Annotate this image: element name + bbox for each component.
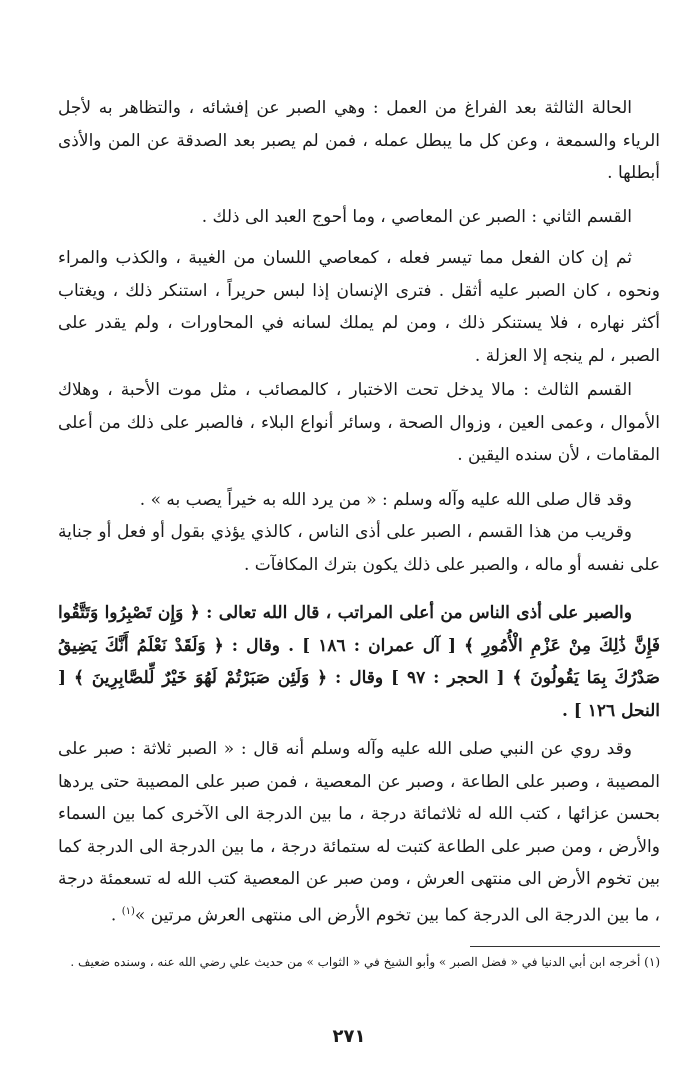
footnote-divider xyxy=(470,946,660,947)
hadith-text: وقد روي عن النبي صلى الله عليه وآله وسلم أنه قال : « الصبر ثلاثة : صبر على المصيبة ، وصبر على الطاعة ، وصبر عن المعصية ، فمن صبر على المصيبة حتى يردها بحسن عزائها ، كتب الله له ثلاثمائة درجة ، ما بين الدرجة الى الآخرى كما بين السماء والأرض ، ومن صبر على الطاعة كتبت له ستمائة درجة ، ما بين الدرجة الى الدرجة كما بين تخوم الأرض الى منتهى العرش ، ومن صبر عن المعصية كتب الله له تسعمئة درجة ، ما بين الدرجة الى الدرجة كما بين تخوم الأرض الى منتهى العرش مرتين » xyxy=(58,739,660,926)
footnote-marker: (١) xyxy=(121,905,135,917)
paragraph-hadith-three-patience xyxy=(58,733,660,932)
hadith-end: . xyxy=(110,905,122,926)
paragraph-harm-of-people: وقريب من هذا القسم ، الصبر على أذى الناس ، كالذي يؤذي بقول أو فعل أو جناية على نفسه أو ماله ، والصبر على ذلك يكون بترك المكافآت . xyxy=(58,522,660,575)
paragraph-third-state: الحالة الثالثة بعد الفراغ من العمل : وهي الصبر عن إفشائه ، والتظاهر به لأجل الرياء والسمعة ، وعن كل ما يبطل عمله ، فمن لم يصبر بعد الصدقة عن المن والأذى أبطلها . xyxy=(58,98,660,183)
footnote: (١) أخرجه ابن أبي الدنيا في « فضل الصبر » وأبو الشيخ في « الثواب » من حديث علي رضي الله عنه ، وسنده ضعيف . xyxy=(70,954,660,969)
paragraph-section-three: القسم الثالث : مالا يدخل تحت الاختبار ، كالمصائب ، مثل موت الأحبة ، وهلاك الأموال ، وعمى العين ، وزوال الصحة ، وسائر أنواع البلاء ، فالصبر على ذلك من أعلى المقامات ، لأن سنده اليقين . xyxy=(58,380,660,465)
book-page xyxy=(58,92,660,1081)
paragraph-hadith-trial: وقد قال صلى الله عليه وآله وسلم : « من يرد الله به خيراً يصب به » . xyxy=(139,489,632,510)
paragraph-quran-verses: والصبر على أذى الناس من أعلى المراتب ، قال الله تعالى : ﴿ وَإِن تَصْبِرُوا وَتَتَّقُوا فَإِنَّ ذَٰلِكَ مِنْ عَزْمِ الْأُمُورِ ﴾ [ آل عمران : ١٨٦ ] . وقال : ﴿ وَلَقَدْ نَعْلَمُ أَنَّكَ يَضِيقُ صَدْرُكَ بِمَا يَقُولُونَ ﴾ [ الحجر : ٩٧ ] وقال : ﴿ وَلَئِن صَبَرْتُمْ لَهُوَ خَيْرٌ لِّلصَّابِرِينَ ﴾ [ النحل ١٢٦ ] . xyxy=(58,603,661,721)
page-number: ٢٧١ xyxy=(332,1026,366,1047)
paragraph-section-two-heading: القسم الثاني : الصبر عن المعاصي ، وما أحوج العبد الى ذلك . xyxy=(201,206,632,227)
paragraph-tongue-sins: ثم إن كان الفعل مما تيسر فعله ، كمعاصي اللسان من الغيبة ، والكذب والمراء ونحوه ، كان الصبر عليه أثقل . فترى الإنسان إذا لبس حريراً ، استنكر ذلك ، ويغتاب أكثر نهاره ، فلا يستنكر ذلك ، ومن لم يملك لسانه في المحاورات ، ولم يقدر على الصبر ، لم ينجه إلا العزلة . xyxy=(58,248,660,366)
